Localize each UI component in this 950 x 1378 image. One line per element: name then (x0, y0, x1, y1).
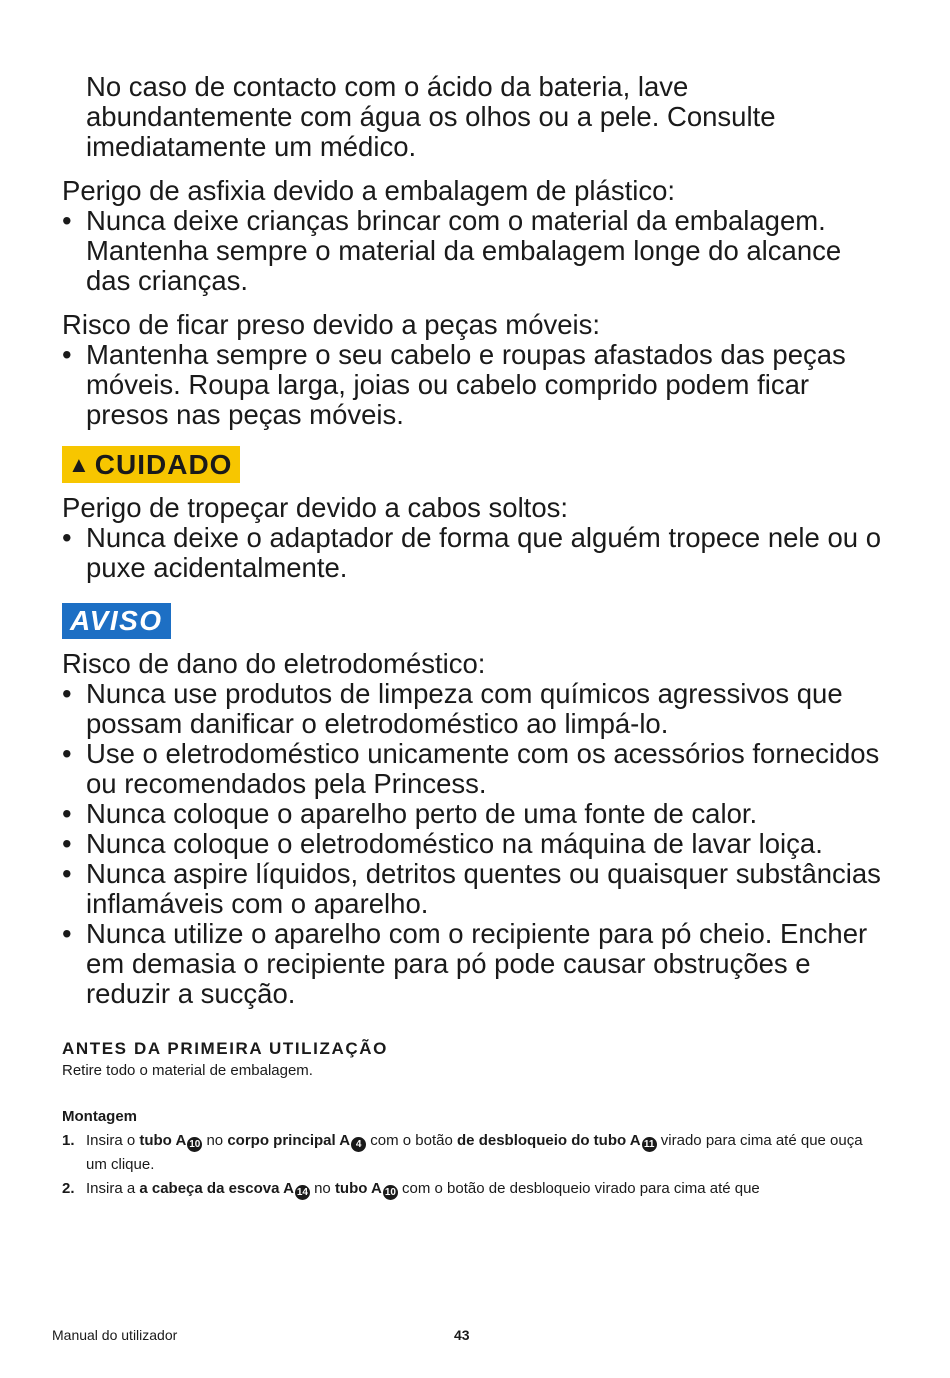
part-number-badge: 10 (189, 1139, 201, 1150)
trapped-lead: Risco de ficar preso devido a peças móveis: (62, 309, 601, 340)
warning-triangle-icon: ▲ (68, 452, 91, 477)
step-text: no (309, 1180, 335, 1197)
list-item: • Mantenha sempre o seu cabelo e roupas afastados das peças móveis. Roupa larga, joias ou cabelo comprido podem ficar presos nas peças móveis. (62, 340, 882, 430)
damage-lead: Risco de dano do eletrodoméstico: (62, 648, 486, 679)
part-number-badge: 4 (351, 1137, 366, 1152)
step-number: 1. (62, 1132, 75, 1149)
list-item: • Nunca aspire líquidos, detritos quentes ou quaisquer substâncias inflamáveis com o aparelho. (62, 859, 882, 919)
caution-badge (62, 446, 240, 483)
step-text: Insira a (86, 1180, 140, 1197)
part-number-badge: 14 (296, 1187, 308, 1198)
list-item: • Use o eletrodoméstico unicamente com os acessórios fornecidos ou recomendados pela Princess. (62, 739, 882, 799)
part-number-badge: 11 (642, 1137, 657, 1152)
trapped-list (62, 340, 882, 430)
section-title-before-first-use: ANTES DA PRIMEIRA UTILIZAÇÃO (62, 1039, 388, 1058)
assembly-title: Montagem (62, 1108, 137, 1125)
part-number-badge: 10 (384, 1187, 396, 1198)
part-name: tubo A (139, 1132, 187, 1149)
list-item: • Nunca deixe o adaptador de forma que alguém tropece nele ou o puxe acidentalmente. (62, 523, 882, 583)
list-item: • Nunca coloque o aparelho perto de uma fonte de calor. (62, 799, 882, 829)
part-name: de desbloqueio do tubo A (457, 1132, 641, 1149)
notice-badge: AVISO (62, 603, 171, 639)
list-item: • Nunca use produtos de limpeza com químicos agressivos que possam danificar o eletrodoméstico ao limpá-lo. (62, 679, 882, 739)
step-text: com o botão de desbloqueio virado para cima até que (397, 1180, 760, 1197)
before-first-use-text: Retire todo o material de embalagem. (62, 1062, 313, 1079)
list-item: • Nunca utilize o aparelho com o recipiente para pó cheio. Encher em demasia o recipiente para pó pode causar obstruções e reduzir a sucção. (62, 919, 882, 1009)
step-text: Insira o (86, 1132, 140, 1149)
assembly-step-1 (62, 1129, 882, 1177)
step-text: virado para cima até que ouça um clique. (86, 1132, 863, 1173)
footer-manual-title: Manual do utilizador (52, 1327, 178, 1343)
step-text: com o botão (366, 1132, 458, 1149)
trip-lead: Perigo de tropeçar devido a cabos soltos: (62, 492, 568, 523)
damage-list (62, 679, 882, 1009)
part-name: tubo A (334, 1180, 382, 1197)
part-name: corpo principal A (227, 1132, 351, 1149)
list-item: • Nunca coloque o eletrodoméstico na máquina de lavar loiça. (62, 829, 882, 859)
step-text: no (202, 1132, 228, 1149)
assembly-steps (62, 1129, 882, 1201)
trip-list (62, 523, 882, 583)
list-item: • Nunca deixe crianças brincar com o material da embalagem. Mantenha sempre o material da embalagem longe do alcance das crianças. (62, 206, 882, 296)
page-number: 43 (454, 1327, 470, 1343)
step-number: 2. (62, 1180, 75, 1197)
part-name: a cabeça da escova A (139, 1180, 294, 1197)
assembly-step-2 (62, 1177, 882, 1201)
page-content (62, 72, 882, 1201)
battery-acid-text: No caso de contacto com o ácido da bateria, lave abundantemente com água os olhos ou a pele. Consulte imediatamente um médico. (86, 71, 776, 162)
caution-label: CUIDADO (94, 449, 233, 480)
asphyxia-lead: Perigo de asfixia devido a embalagem de plástico: (62, 175, 676, 206)
asphyxia-list (62, 206, 882, 296)
